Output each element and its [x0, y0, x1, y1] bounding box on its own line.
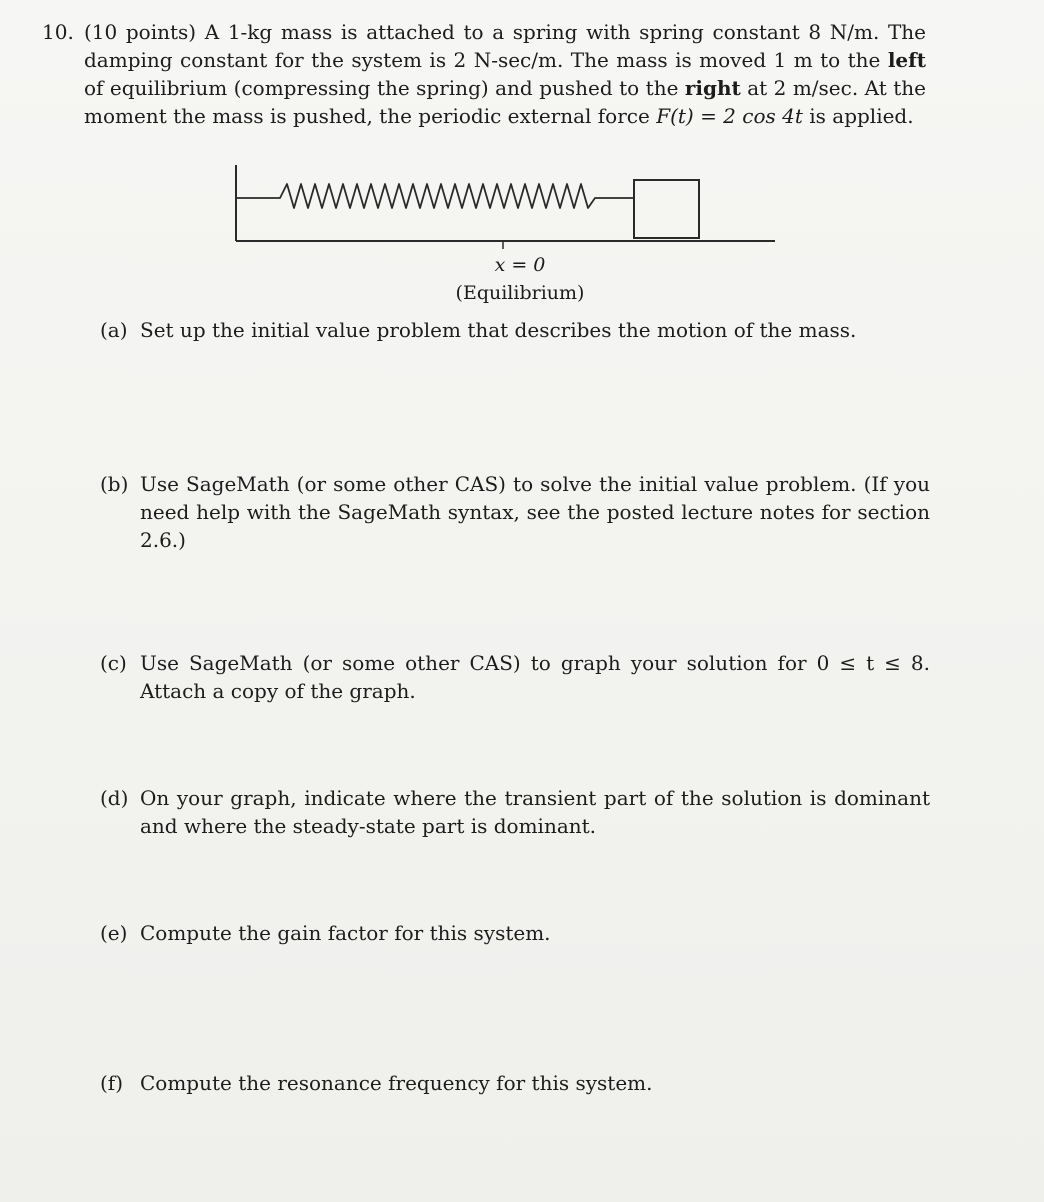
external-force: F(t) = 2 cos 4t: [656, 104, 803, 128]
part-c: [100, 649, 930, 705]
part-b: [100, 470, 930, 554]
direction-left: left: [887, 48, 926, 72]
part-tag: (e): [100, 921, 128, 945]
problem-points: (10 points): [84, 20, 197, 44]
part-text: Compute the gain factor for this system.: [140, 921, 551, 945]
part-d: [100, 784, 930, 840]
problem-text-4: is applied.: [802, 104, 914, 128]
part-tag: (f): [100, 1071, 124, 1095]
part-text: On your graph, indicate where the transient part of the solution is dominant and where the steady-state part is dominant.: [140, 786, 930, 838]
part-a: [100, 316, 930, 344]
part-tag: (d): [100, 786, 129, 810]
part-tag: (a): [100, 318, 128, 342]
part-text: Set up the initial value problem that describes the motion of the mass.: [140, 318, 857, 342]
spring: [236, 184, 634, 208]
problem-text-1: A 1-kg mass is attached to a spring with spring constant 8 N/m. The damping constant for the system is 2 N-sec/m. The mass is moved 1 m to the: [84, 20, 926, 72]
part-text: Use SageMath (or some other CAS) to graph your solution for 0 ≤ t ≤ 8. Attach a copy of the graph.: [140, 651, 930, 703]
part-tag: (c): [100, 651, 127, 675]
equilibrium-caption: (Equilibrium): [455, 282, 585, 304]
part-text: Compute the resonance frequency for this system.: [140, 1071, 653, 1095]
part-f: [100, 1069, 930, 1097]
part-tag: (b): [100, 472, 129, 496]
direction-right: right: [684, 76, 741, 100]
part-text: Use SageMath (or some other CAS) to solve the initial value problem. (If you need help with the SageMath syntax, see the posted lecture notes for section 2.6.): [140, 472, 930, 552]
part-e: [100, 919, 930, 947]
problem-number: 10.: [42, 20, 74, 44]
problem-text-2: of equilibrium (compressing the spring) and pushed to the: [84, 76, 685, 100]
mass-block: [634, 180, 699, 238]
problem-text-3: at 2 m/sec. At the moment the mass is pushed, the periodic external force: [84, 76, 927, 128]
equilibrium-symbol: x = 0: [494, 254, 546, 276]
